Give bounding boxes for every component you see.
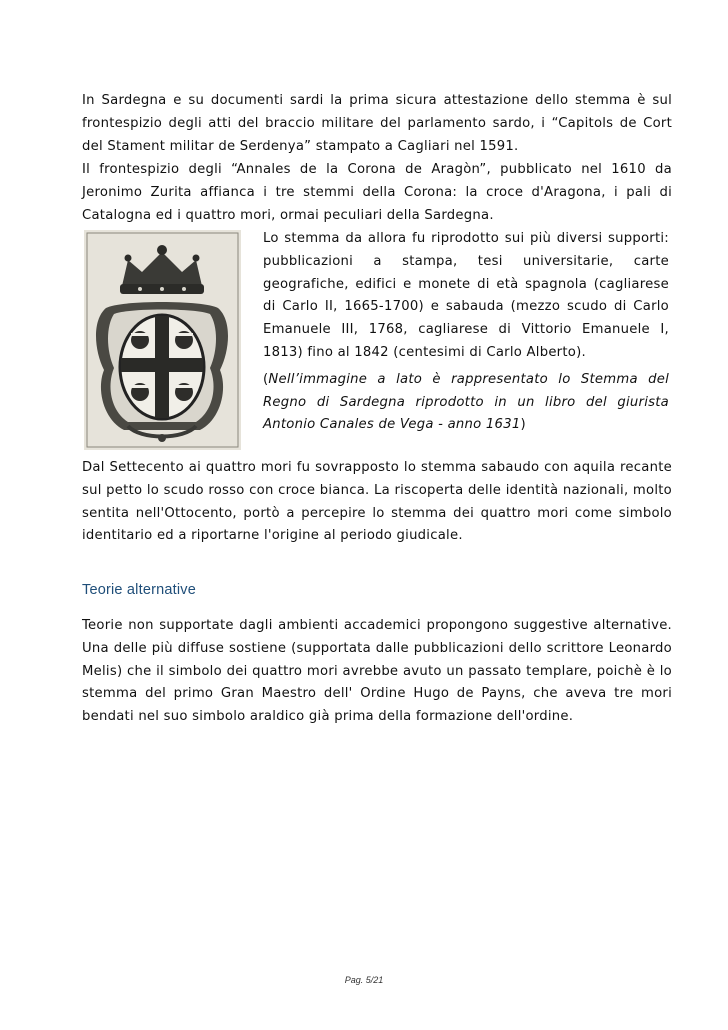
image-caption <box>263 369 669 437</box>
coat-of-arms-image <box>84 230 241 450</box>
caption-close-paren: ) <box>520 417 526 433</box>
paragraph-teorie: Teorie non supportate dagli ambienti accademici propongono suggestive alternative. Una delle più diffuse sostiene (supportata dalle pubblicazioni dello scrittore Leonardo Melis) che il simbolo dei quattro mori avrebbe avuto un passato templare, poichè è lo stemma del primo Gran Maestro dell' Ordine Hugo de Payns, che aveva tre mori bendati nel suo simbolo araldico già prima della formazione dell'ordine. <box>82 618 672 725</box>
paragraph-riprodotto: Lo stemma da allora fu riprodotto sui più diversi supporti: pubblicazioni a stampa, tesi universitarie, carte geografiche, edifici e monete di età spagnola (cagliarese di Carlo II, 1665-1700) e sabauda (mezzo scudo di Carlo Emanuele III, 1768, cagliarese di Vittorio Emanuele I, 1813) fino al 1842 (centesimi di Carlo Alberto). <box>263 231 669 360</box>
section-heading-teorie: Teorie alternative <box>82 582 197 598</box>
coat-of-arms-icon <box>84 230 241 450</box>
side-text-column <box>263 228 669 437</box>
caption-open-paren: ( <box>263 371 269 387</box>
caption-text: Nell’immagine a lato è rappresentato lo Stemma del Regno di Sardegna riprodotto in un libro del giurista Antonio Canales de Vega - anno 1631 <box>263 371 669 433</box>
paragraph-settecento: Dal Settecento ai quattro mori fu sovrapposto lo stemma sabaudo con aquila recante sul petto lo scudo rosso con croce bianca. La riscoperta delle identità nazionali, molto sentita nell'Ottocento, portò a percepire lo stemma dei quattro mori come simbolo identitario ed a riportarne l'origine al periodo giudicale. <box>82 460 672 544</box>
paragraph-annales: Il frontespizio degli “Annales de la Corona de Aragòn”, pubblicato nel 1610 da Jeronimo Zurita affianca i tre stemmi della Corona: la croce d'Aragona, i pali di Catalogna ed i quattro mori, ormai peculiari della Sardegna. <box>82 162 672 223</box>
page-number: Pag. 5/21 <box>344 975 384 985</box>
paragraph-capitols: In Sardegna e su documenti sardi la prima sicura attestazione dello stemma è sul frontespizio degli atti del braccio militare del parlamento sardo, i “Capitols de Cort del Stament militar de Serdenya” stampato a Cagliari nel 1591. <box>82 93 672 154</box>
